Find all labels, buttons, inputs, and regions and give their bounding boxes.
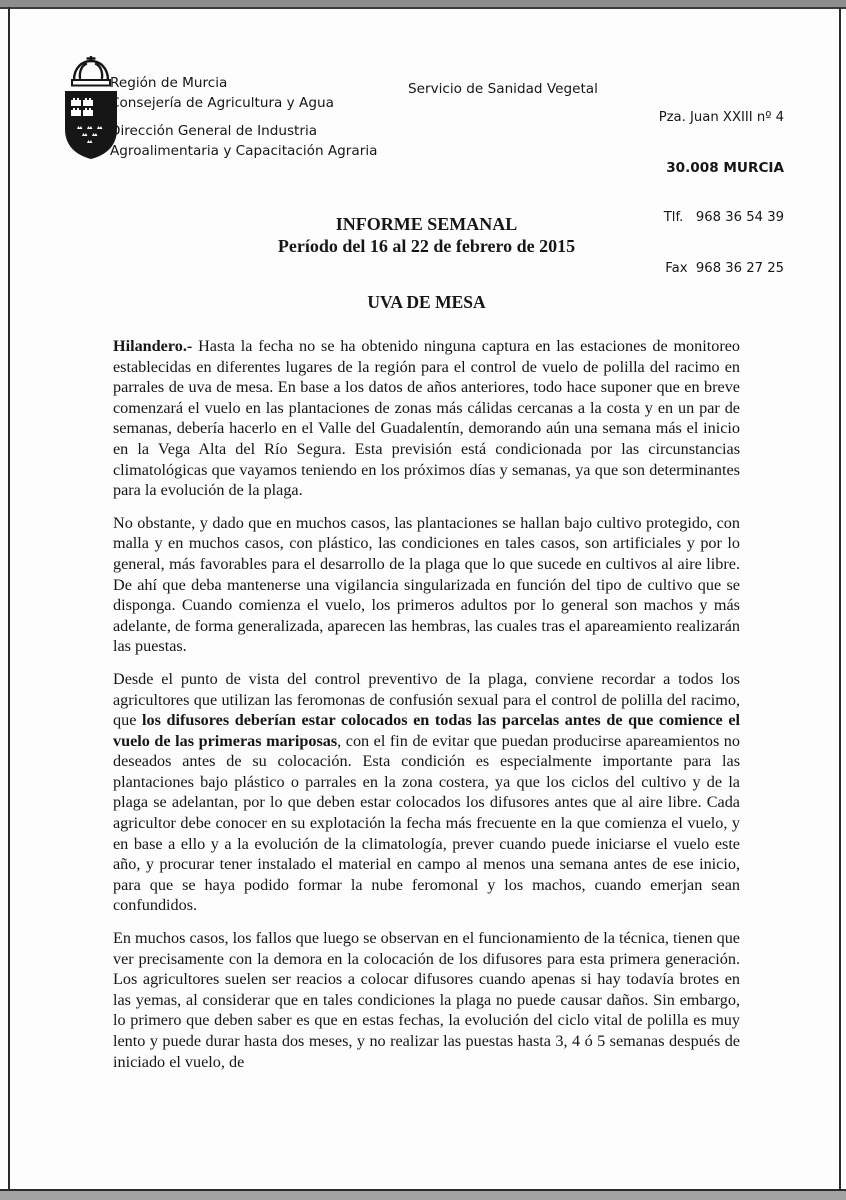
org-line1: Región de Murcia <box>110 75 228 91</box>
paragraph-4 <box>113 928 740 1072</box>
document-body <box>113 213 740 1072</box>
address-street: Pza. Juan XXIII nº 4 <box>658 109 784 125</box>
dept-line1: Dirección General de Industria <box>110 123 318 139</box>
service-name: Servicio de Sanidad Vegetal <box>408 81 598 97</box>
paragraph-2-text: No obstante, y dado que en muchos casos, las plantaciones se hallan bajo cultivo protegido, con malla y en muchos casos, con plástico, las condiciones en tales casos, son artificiales y por lo general, más favorables para el desarrollo de la plaga que lo que sucede en cultivos al aire libre. De ahí que deba mantenerse una vigilancia singularizada en función del tipo de cultivo que se disponga. Cuando comienza el vuelo, los primeros adultos por lo general son machos y más adelante, de forma generalizada, aparecen las hembras, las cuales tras el apareamiento realizarán las puestas. <box>113 513 740 656</box>
paragraph-3-pre: Desde el punto de vista del control preventivo de la plaga, conviene recordar a todos los agricultores que utilizan las feromonas de confusión sexual para el control de polilla del racimo, que <box>113 669 740 730</box>
page-border-left <box>8 7 10 1191</box>
paragraph-3 <box>113 669 740 916</box>
address-city: 30.008 MURCIA <box>666 159 784 176</box>
paragraph-3-bold: los difusores deberían estar colocados en todas las parcelas antes de que comience el vuelo de las primeras mariposas <box>113 711 741 750</box>
paragraph-1 <box>113 336 740 501</box>
paragraph-3-post: , con el fin de evitar que puedan producirse apareamientos no deseados antes de su colocación. Esta condición es especialmente importante para las plantaciones bajo plástico o parrales en la zona costera, ya que los ciclos del cultivo y de la plaga se adelantan, por lo que deben estar colocados los difusores antes que al aire libre. Cada agricultor debe conocer en su explotación la fecha más frecuente en la que comienza el vuelo, y en base a ello y a la evolución de la climatología, prever cuando puede iniciarse el vuelo este año, y procurar tener instalado el material en campo al menos una semana antes de ese inicio, para que se haya podido formar la nube feromonal y los machos, cuando emerjan sean confundidos. <box>113 731 740 915</box>
fax-line: Fax 968 36 27 25 <box>665 260 784 276</box>
report-title: INFORME SEMANAL <box>335 214 518 234</box>
report-period: Período del 16 al 22 de febrero de 2015 <box>277 236 576 256</box>
paragraph-2 <box>113 513 740 657</box>
org-line2: Consejería de Agricultura y Agua <box>110 95 334 111</box>
header-organization <box>110 73 377 161</box>
section-heading: UVA DE MESA <box>367 292 486 312</box>
paragraph-1-text: Hasta la fecha no se ha obtenido ninguna captura en las estaciones de monitoreo establecidas en diferentes lugares de la región para el control de vuelo de polilla del racimo en parrales de uva de mesa. En base a los datos de años anteriores, todo hace suponer que en breve comenzará el vuelo en las plantaciones de zonas más cálidas cercanas a la costa y en un par de semanas, debería hacerlo en el Valle del Guadalentín, demorando aún una semana más el inicio en la Vega Alta del Río Segura. Esta previsión está condicionada por las circunstancias climatológicas que vayamos teniendo en los próximos días y semanas, ya que son determinantes para la evolución de la plaga. <box>113 337 740 500</box>
paragraph-4-text: En muchos casos, los fallos que luego se observan en el funcionamiento de la técnica, tienen que ver precisamente con la demora en la colocación de los difusores para esta primera generación. Los agricultores suelen ser reacios a colocar difusores cuando apenas si hay todavía brotes en las yemas, al considerar que en tales condiciones la plaga no puede causar daños. Sin embargo, lo primero que deben saber es que en estas fechas, la evolución del ciclo vital de polilla es muy lento y puede durar hasta dos meses, y no realizar las puestas hasta 3, 4 ó 5 semanas después de iniciado el vuelo, de <box>113 929 740 1071</box>
page-border-top <box>0 0 846 9</box>
paragraph-1-lead: Hilandero.- <box>113 337 193 355</box>
page-border-right <box>839 7 841 1191</box>
dept-line2: Agroalimentaria y Capacitación Agraria <box>110 143 378 159</box>
page-border-bottom <box>0 1189 846 1200</box>
phone-line: Tlf. 968 36 54 39 <box>663 210 784 226</box>
